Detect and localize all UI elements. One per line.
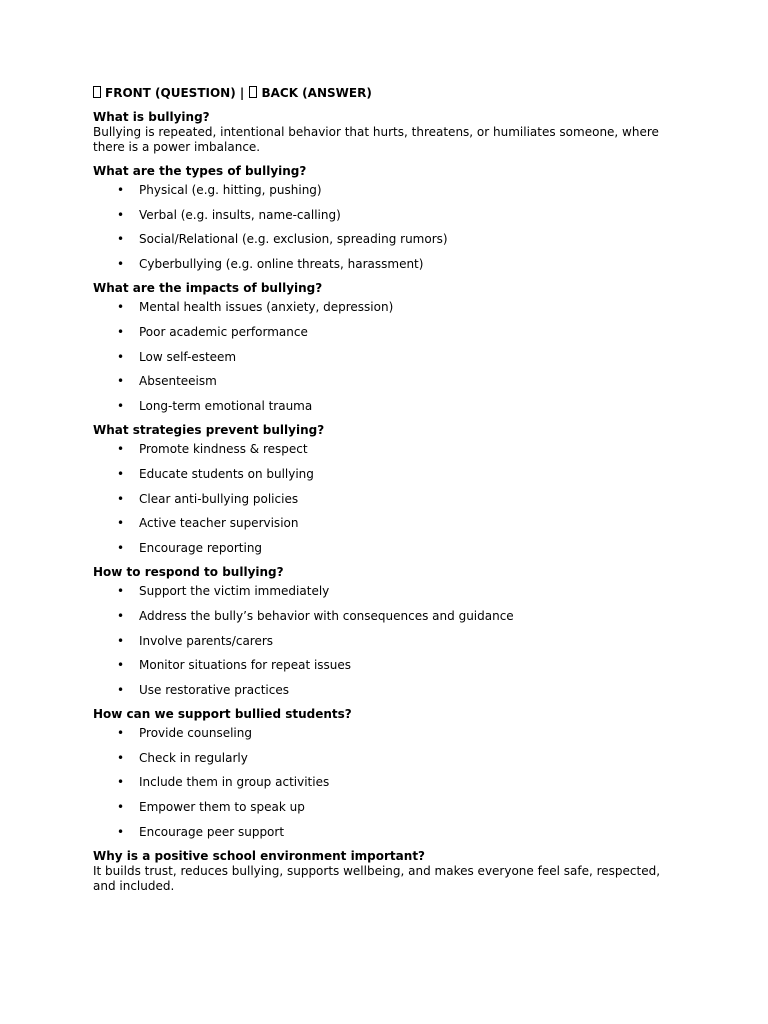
bullet-icon: •: [117, 207, 125, 222]
list-item: • Cyberbullying (e.g. online threats, harassment): [117, 256, 424, 271]
bullet-icon: •: [117, 374, 125, 389]
list-item: • Promote kindness & respect: [117, 442, 308, 457]
list-item: • Encourage reporting: [117, 540, 263, 555]
list-item: • Check in regularly: [117, 750, 248, 765]
bullet-icon: •: [117, 256, 125, 271]
question: What strategies prevent bullying?: [93, 423, 325, 438]
answer-list: [93, 183, 683, 272]
bullet-icon: •: [117, 466, 125, 481]
list-item: • Long-term emotional trauma: [117, 398, 313, 413]
bullet-icon: •: [117, 349, 125, 364]
list-item: • Address the bully’s behavior with consequences and guidance: [117, 608, 514, 623]
list-item: • Include them in group activities: [117, 775, 330, 790]
missing-glyph-icon: [249, 86, 257, 98]
list-item: • Support the victim immediately: [117, 584, 330, 599]
bullet-icon: •: [117, 800, 125, 815]
list-item: • Social/Relational (e.g. exclusion, spreading rumors): [117, 232, 448, 247]
bullet-icon: •: [117, 491, 125, 506]
bullet-icon: •: [117, 398, 125, 413]
list-item: • Involve parents/carers: [117, 633, 274, 648]
list-item: • Absenteeism: [117, 374, 217, 389]
list-item: • Poor academic performance: [117, 324, 308, 339]
bullet-icon: •: [117, 516, 125, 531]
answer: Bullying is repeated, intentional behavior that hurts, threatens, or humiliates someone, where there is a power imbalance.: [93, 125, 659, 154]
bullet-icon: •: [117, 824, 125, 839]
bullet-icon: •: [117, 726, 125, 741]
bullet-icon: •: [117, 540, 125, 555]
question: How can we support bullied students?: [93, 707, 352, 722]
list-item: • Verbal (e.g. insults, name-calling): [117, 207, 341, 222]
list-item: • Provide counseling: [117, 726, 252, 741]
bullet-icon: •: [117, 633, 125, 648]
card-types-of-bullying: [93, 164, 683, 272]
answer: It builds trust, reduces bullying, supports wellbeing, and makes everyone feel safe, respected, and included.: [93, 864, 661, 894]
flashcard-header: [93, 85, 683, 101]
bullet-icon: •: [117, 300, 125, 315]
question: How to respond to bullying?: [93, 565, 284, 580]
bullet-icon: •: [117, 232, 125, 247]
list-item: • Encourage peer support: [117, 824, 285, 839]
card-prevention-strategies: [93, 423, 683, 555]
question: What is bullying?: [93, 110, 210, 124]
bullet-icon: •: [117, 658, 125, 673]
missing-glyph-icon: [93, 86, 101, 98]
list-item: • Monitor situations for repeat issues: [117, 658, 352, 673]
bullet-icon: •: [117, 608, 125, 623]
card-support-bullied-students: [93, 707, 683, 839]
list-item: • Low self-esteem: [117, 349, 237, 364]
answer-list: [93, 726, 683, 839]
question: What are the impacts of bullying?: [93, 281, 323, 296]
header-separator: |: [239, 86, 245, 100]
list-item: • Educate students on bullying: [117, 466, 314, 481]
back-label: BACK (ANSWER): [261, 86, 372, 100]
question: Why is a positive school environment important?: [93, 849, 426, 864]
list-item: • Use restorative practices: [117, 682, 289, 697]
answer-list: [93, 300, 683, 413]
answer-list: [93, 584, 683, 697]
bullet-icon: •: [117, 324, 125, 339]
bullet-icon: •: [117, 183, 125, 197]
bullet-icon: •: [117, 584, 125, 599]
document-page: [93, 85, 683, 903]
bullet-icon: •: [117, 442, 125, 457]
list-item: • Empower them to speak up: [117, 800, 305, 815]
front-label: FRONT (QUESTION): [105, 86, 236, 100]
bullet-icon: •: [117, 775, 125, 790]
list-item: • Mental health issues (anxiety, depression): [117, 300, 394, 315]
bullet-icon: •: [117, 750, 125, 765]
list-item: • Active teacher supervision: [117, 516, 299, 531]
card-what-is-bullying: [93, 110, 683, 155]
answer-list: [93, 442, 683, 555]
list-item: • Physical (e.g. hitting, pushing): [117, 183, 322, 197]
card-respond-to-bullying: [93, 565, 683, 697]
list-item: • Clear anti-bullying policies: [117, 491, 299, 506]
question: What are the types of bullying?: [93, 164, 307, 178]
card-impacts-of-bullying: [93, 281, 683, 413]
bullet-icon: •: [117, 682, 125, 697]
card-positive-environment: [93, 849, 683, 894]
